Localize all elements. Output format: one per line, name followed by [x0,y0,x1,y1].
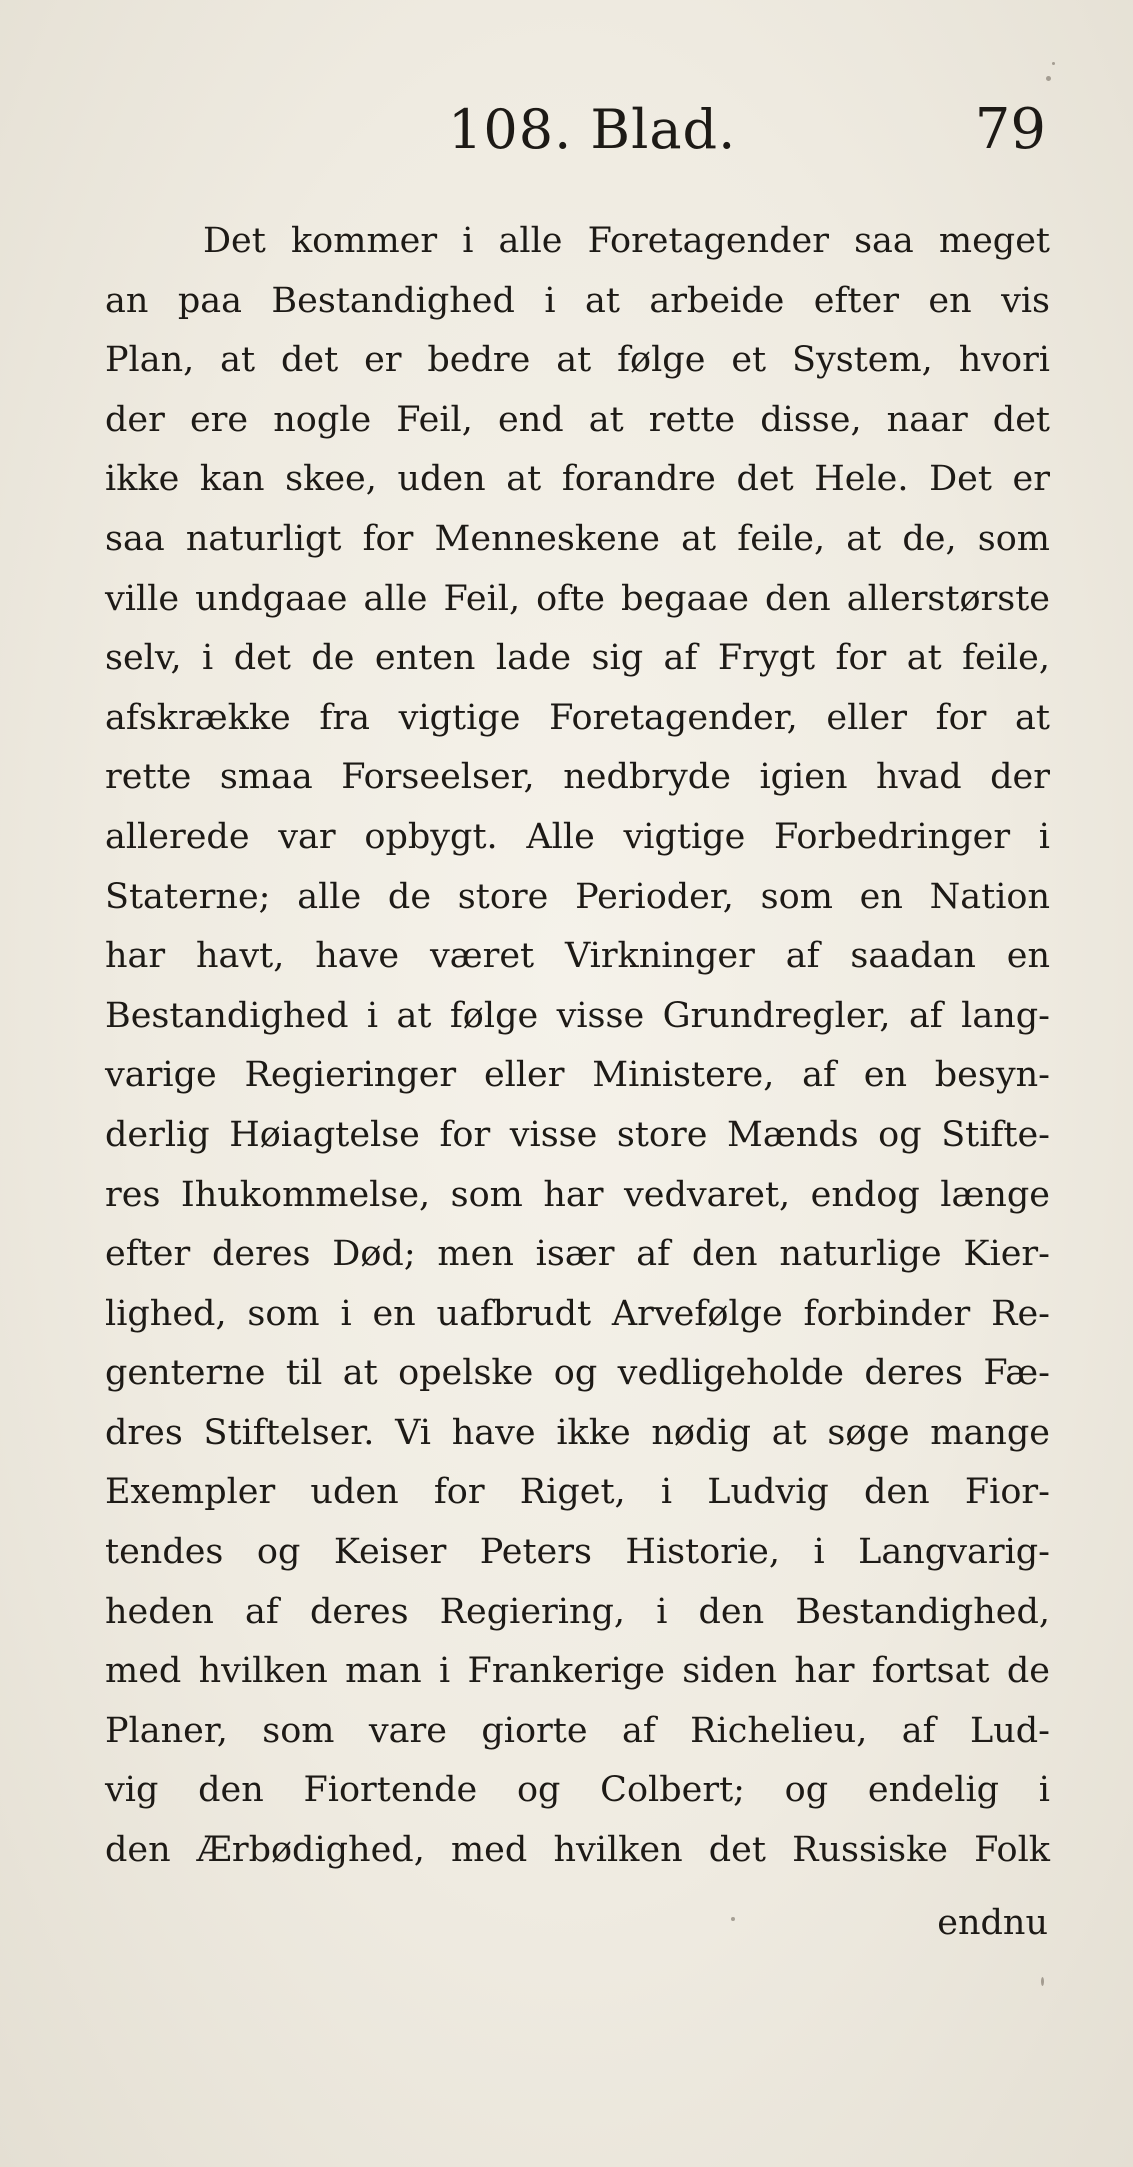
catchword: endnu [937,1903,1048,1943]
text-line: ikke kan skee, uden at forandre det Hele. Det er [105,459,1050,500]
text-line: tendes og Keiser Peters Historie, i Langvarig- [105,1532,1050,1573]
text-line: vig den Fiortende og Colbert; og endelig i [105,1770,1050,1811]
text-line: har havt, have været Virkninger af saadan en [105,936,1050,977]
text-line: Exempler uden for Riget, i Ludvig den Fior- [105,1472,1050,1513]
text-line: genterne til at opelske og vedligeholde deres Fæ- [105,1353,1050,1394]
text-line: an paa Bestandighed i at arbeide efter en vis [105,280,1050,321]
paper-speck [1041,1977,1044,1986]
text-line: efter deres Død; men især af den naturlige Kier- [105,1234,1050,1275]
text-line: selv, i det de enten lade sig af Frygt for at feile, [105,638,1050,679]
text-line: lighed, som i en uafbrudt Arvefølge forbinder Re- [105,1293,1050,1334]
text-line: Plan, at det er bedre at følge et System, hvori [105,340,1050,381]
text-line: med hvilken man i Frankerige siden har fortsat de [105,1651,1050,1692]
text-line: Planer, som vare giorte af Richelieu, af Lud- [105,1710,1050,1751]
running-title: 108. Blad. [448,98,737,161]
body-text [105,212,1050,1881]
text-line: Det kommer i alle Foretagender saa meget [203,221,1050,261]
text-line: ville undgaae alle Feil, ofte begaae den allerstørste [105,578,1050,619]
paper-speck [1046,76,1051,81]
text-line: varige Regieringer eller Ministere, af en besyn- [105,1055,1050,1096]
text-line: der ere nogle Feil, end at rette disse, naar det [105,399,1050,440]
text-line: allerede var opbygt. Alle vigtige Forbedringer i [105,816,1050,857]
text-line: Bestandighed i at følge visse Grundregler, af lang- [105,995,1050,1036]
text-line: rette smaa Forseelser, nedbryde igien hvad der [105,757,1050,798]
page-number: 79 [974,97,1046,162]
text-line: dres Stiftelser. Vi have ikke nødig at søge mange [105,1412,1050,1453]
text-line: heden af deres Regiering, i den Bestandighed, [105,1591,1050,1632]
page-header [0,95,1133,185]
paper-speck [1052,62,1055,65]
text-line: afskrække fra vigtige Foretagender, eller for at [105,697,1050,738]
text-line: Staterne; alle de store Perioder, som en Nation [105,876,1050,917]
text-line: den Ærbødighed, med hvilken det Russiske Folk [105,1830,1050,1871]
paper-speck [731,1917,735,1921]
text-line: res Ihukommelse, som har vedvaret, endog længe [105,1174,1050,1215]
text-line: saa naturligt for Menneskene at feile, at de, som [105,518,1050,559]
text-line: derlig Høiagtelse for visse store Mænds og Stifte- [105,1114,1050,1155]
